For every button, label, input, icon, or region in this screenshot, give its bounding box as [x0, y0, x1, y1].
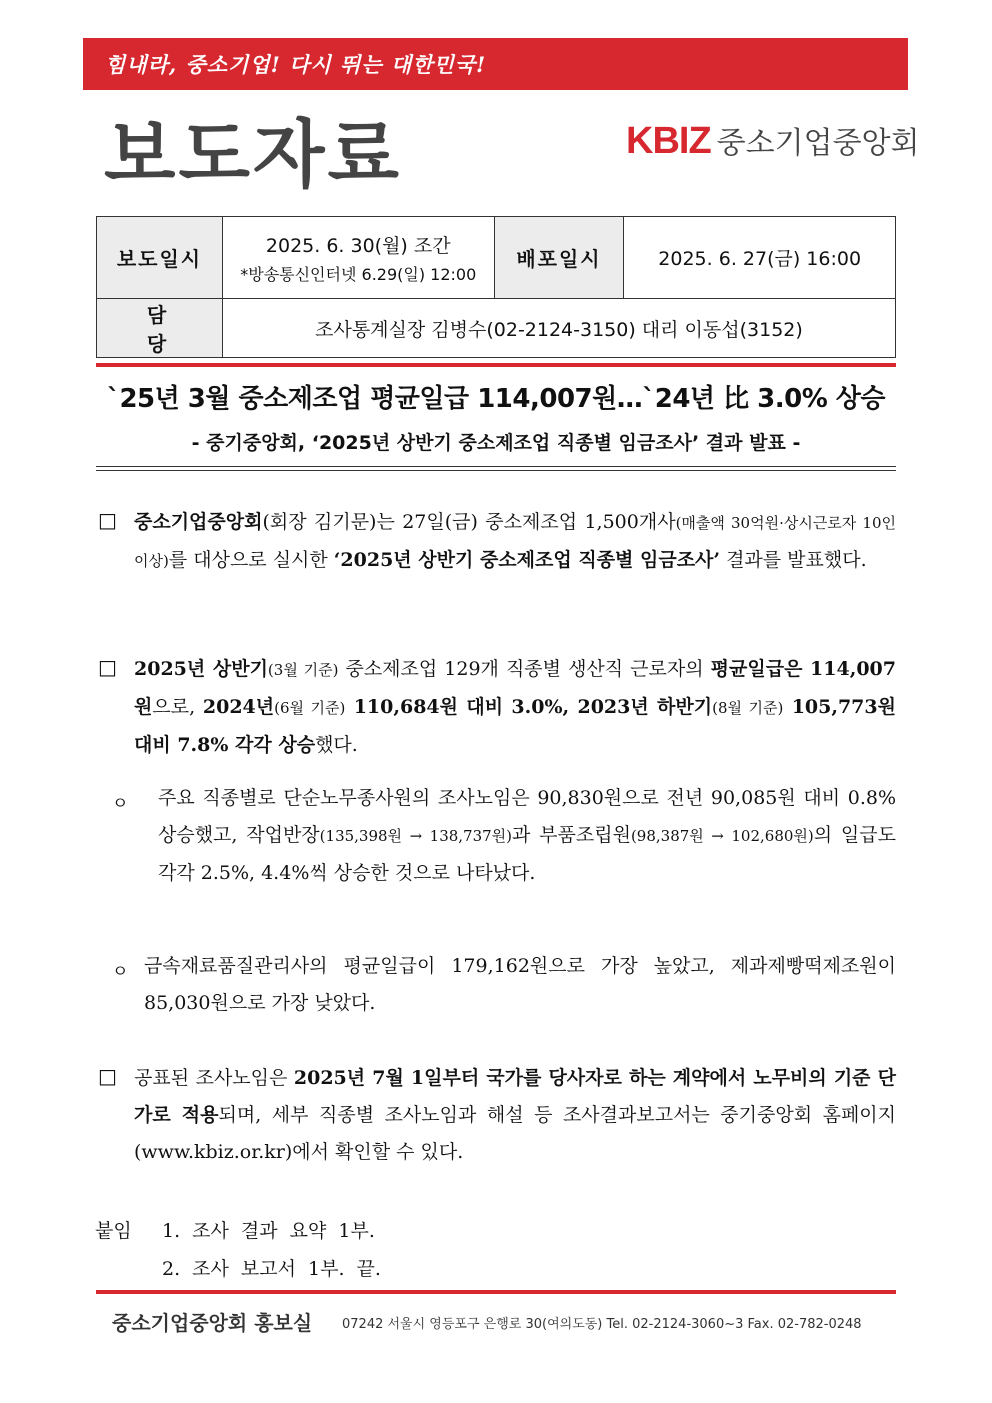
logo-org-name: 중소기업중앙회	[716, 126, 920, 161]
release-info-table	[96, 216, 896, 358]
checkbox-bullet: □	[98, 508, 117, 532]
release-date-value: 2025. 6. 30(월) 조간	[265, 234, 451, 257]
headline-bottom-rule-2	[96, 470, 896, 471]
release-date-label: 보도일시	[97, 217, 223, 299]
headline: `25년 3월 중소제조업 평균일급 114,007원…`24년 比 3.0% 상승	[106, 384, 886, 414]
distribute-date-value: 2025. 6. 27(금) 16:00	[624, 217, 896, 299]
p1-survey-name: ‘2025년 상반기 중소제조업 직종별 임금조사’	[333, 549, 721, 571]
logo-mark: KBIZ	[626, 120, 711, 162]
p2-compare-2: 105,773원 대비 7.8% 각각 상승	[134, 696, 896, 756]
p2-note-1: (3월 기준)	[267, 661, 339, 679]
p3-note-1: (135,398원 → 138,737원)	[319, 827, 513, 845]
headline-bottom-rule	[96, 466, 896, 467]
p1-note: (매출액 30억원·상시근로자 10인 이상)	[134, 514, 896, 570]
p2-compare-1: 110,684원 대비 3.0%, 2023년 하반기	[345, 696, 713, 718]
contact-label: 담 당	[97, 299, 223, 358]
paragraph-2	[134, 651, 896, 764]
p2-note-3: (8월 기준)	[712, 699, 784, 717]
p2-text-2: 으로,	[152, 696, 203, 718]
p2-year: 2024년	[202, 696, 275, 718]
p2-text-1: 중소제조업 129개 직종별 생산직 근로자의	[338, 658, 711, 680]
contact-value: 조사통계실장 김병수(02-2124-3150) 대리 이동섭(3152)	[222, 299, 895, 358]
headline-top-rule	[96, 363, 896, 367]
p2-note-2: (6월 기준)	[274, 699, 346, 717]
p2-avg-wage: 평균일급은 114,007원	[134, 658, 896, 718]
paragraph-5	[134, 1060, 896, 1171]
slogan-banner	[83, 38, 908, 90]
p3-text-3: 의 일급도 각각 2.5%, 4.4%씩 상승한 것으로 나타났다.	[158, 824, 896, 884]
p1-org: 중소기업중앙회	[134, 511, 263, 533]
footer-rule	[96, 1290, 896, 1294]
p1-text-1: (회장 김기문)는 27일(금) 중소제조업 1,500개사	[262, 511, 676, 533]
checkbox-bullet: □	[98, 1064, 117, 1088]
paragraph-1	[134, 504, 896, 580]
kbiz-logo	[626, 118, 920, 163]
p2-text-3: 했다.	[315, 734, 358, 756]
document-type-title: 보도자료	[104, 112, 402, 198]
p2-period: 2025년 상반기	[134, 658, 268, 680]
footer-address: 07242 서울시 영등포구 은행로 30(여의도동) Tel. 02-2124-3060~3 Fax. 02-782-0248	[342, 1317, 862, 1332]
attachment-label: 붙임	[95, 1220, 132, 1242]
paragraph-3	[158, 780, 896, 892]
attachment-item-2: 2. 조사 보고서 1부. 끝.	[162, 1258, 381, 1280]
p5-application: 2025년 7월 1일부터 국가를 당사자로 하는 계약에서 노무비의 기준 단가로 적용	[134, 1067, 896, 1126]
footer-org: 중소기업중앙회 홍보실	[112, 1311, 313, 1335]
paragraph-4	[144, 948, 896, 1022]
circle-bullet: ㅇ	[112, 962, 129, 982]
p3-note-2: (98,387원 → 102,680원)	[630, 827, 814, 845]
p1-text-3: 결과를 발표했다.	[720, 549, 867, 571]
p4-text: 금속재료품질관리사의 평균일급이 179,162원으로 가장 높았고, 제과제빵떡제조원이 85,030원으로 가장 낮았다.	[144, 955, 896, 1014]
p3-text-1: 주요 직종별로 단순노무종사원의 조사노임은 90,830원으로 전년 90,085원 대비 0.8% 상승했고, 작업반장	[158, 787, 896, 846]
release-date-cell	[222, 217, 494, 299]
p1-text-2: 를 대상으로 실시한	[168, 549, 334, 571]
slogan-text: 힘내라, 중소기업! 다시 뛰는 대한민국!	[105, 52, 487, 77]
subheadline: - 중기중앙회, ‘2025년 상반기 중소제조업 직종별 임금조사’ 결과 발표 -	[191, 432, 801, 454]
distribute-date-label: 배포일시	[494, 217, 624, 299]
p5-text-2: 되며, 세부 직종별 조사노임과 해설 등 조사결과보고서는 중기중앙회 홈페이지(www.kbiz.or.kr)에서 확인할 수 있다.	[134, 1104, 897, 1163]
release-date-broadcast: *방송통신인터넷 6.29(일) 12:00	[240, 264, 477, 284]
p5-text-1: 공표된 조사노임은	[134, 1067, 294, 1089]
attachment-item-1: 1. 조사 결과 요약 1부.	[162, 1220, 375, 1242]
circle-bullet: ㅇ	[112, 794, 129, 814]
p3-text-2: 과 부품조립원	[512, 824, 631, 846]
checkbox-bullet: □	[98, 655, 117, 679]
